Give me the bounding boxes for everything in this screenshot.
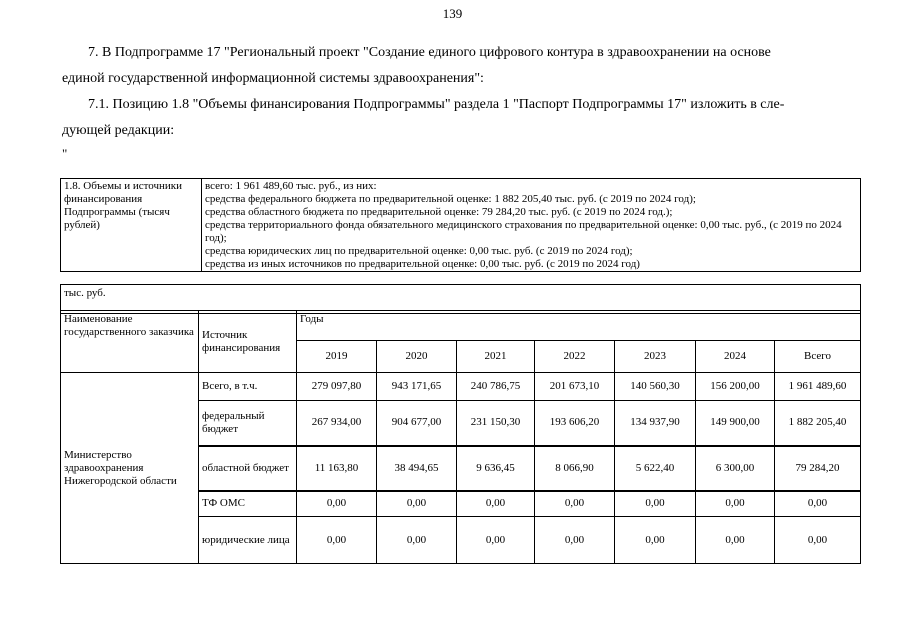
passport-line: средства областного бюджета по предварительной оценке: 79 284,20 тыс. руб. (с 2019 по 2024 год.); [205, 206, 673, 218]
value-cell: 943 171,65 [377, 373, 457, 401]
source-label: Всего, в т.ч. [199, 373, 297, 401]
year-header: 2022 [535, 341, 615, 373]
page-number: 139 [442, 6, 463, 21]
value-cell: 134 937,90 [615, 401, 696, 446]
value-cell: 0,00 [535, 491, 615, 517]
value-cell: 193 606,20 [535, 401, 615, 446]
source-label: ТФ ОМС [199, 491, 297, 517]
value-cell: 1 961 489,60 [775, 373, 861, 401]
open-quote: " [62, 146, 68, 161]
value-cell: 1 882 205,40 [775, 401, 861, 446]
value-cell: 0,00 [535, 517, 615, 564]
value-cell: 267 934,00 [297, 401, 377, 446]
year-header: 2024 [696, 341, 775, 373]
value-cell: 0,00 [775, 491, 861, 517]
passport-table [60, 178, 861, 272]
value-cell: 279 097,80 [297, 373, 377, 401]
value-cell: 6 300,00 [696, 446, 775, 491]
value-cell: 79 284,20 [775, 446, 861, 491]
value-cell: 0,00 [696, 491, 775, 517]
value-cell: 0,00 [457, 491, 535, 517]
value-cell: 240 786,75 [457, 373, 535, 401]
passport-values [202, 179, 861, 272]
paragraph-7-1-line-1: 7.1. Позицию 1.8 "Объемы финансирования Подпрограммы" раздела 1 "Паспорт Подпрограммы 17" изложить в сле- [88, 97, 785, 112]
value-cell: 904 677,00 [377, 401, 457, 446]
passport-line: всего: 1 961 489,60 тыс. руб., из них: [205, 180, 377, 192]
year-header: 2019 [297, 341, 377, 373]
value-cell: 149 900,00 [696, 401, 775, 446]
value-cell: 0,00 [696, 517, 775, 564]
value-cell: 0,00 [615, 517, 696, 564]
year-header: 2020 [377, 341, 457, 373]
source-label: федеральный бюджет [199, 401, 297, 446]
value-cell: 0,00 [297, 517, 377, 564]
value-cell: 9 636,45 [457, 446, 535, 491]
source-label: областной бюджет [199, 446, 297, 491]
value-cell: 38 494,65 [377, 446, 457, 491]
passport-line: средства из иных источников по предварительной оценке: 0,00 тыс. руб. (с 2019 по 2024 год) [205, 258, 640, 270]
paragraph-7-1-line-2: дующей редакции: [62, 123, 175, 138]
value-cell: 0,00 [297, 491, 377, 517]
value-cell: 0,00 [377, 491, 457, 517]
value-cell: 140 560,30 [615, 373, 696, 401]
passport-line: средства юридических лиц по предварительной оценке: 0,00 тыс. руб. (с 2019 по 2024 год); [205, 245, 633, 257]
customer-name: Министерство здравоохранения Нижегородской области [61, 373, 199, 564]
year-header: 2023 [615, 341, 696, 373]
value-cell: 231 150,30 [457, 401, 535, 446]
value-cell: 11 163,80 [297, 446, 377, 491]
header-source: Источник финансирования [199, 311, 297, 373]
value-cell: 0,00 [775, 517, 861, 564]
value-cell: 5 622,40 [615, 446, 696, 491]
passport-line: средства территориального фонда обязательного медицинского страхования по предварительной оценке: 0,00 тыс. руб., (с 2019 по 2024 год); [205, 219, 842, 244]
header-customer: Наименование государственного заказчика [61, 311, 199, 373]
passport-line: средства федерального бюджета по предварительной оценке: 1 882 205,40 тыс. руб. (с 2019 по 2024 год); [205, 193, 696, 205]
source-label: юридические лица [199, 517, 297, 564]
value-cell: 8 066,90 [535, 446, 615, 491]
year-header: 2021 [457, 341, 535, 373]
value-cell: 0,00 [615, 491, 696, 517]
header-years: Годы [297, 311, 861, 341]
value-cell: 156 200,00 [696, 373, 775, 401]
paragraph-7-line-2: единой государственной информационной системы здравоохранения": [62, 71, 484, 86]
unit-label: тыс. руб. [61, 285, 861, 314]
value-cell: 0,00 [457, 517, 535, 564]
paragraph-7-line-1: 7. В Подпрограмме 17 "Региональный проект "Создание единого цифрового контура в здравоохранении на основе [88, 45, 771, 60]
passport-label: 1.8. Объемы и источники финансирования Подпрограммы (тысяч рублей) [61, 179, 202, 272]
value-cell: 0,00 [377, 517, 457, 564]
value-cell: 201 673,10 [535, 373, 615, 401]
financing-table [60, 310, 861, 564]
total-header: Всего [775, 341, 861, 373]
